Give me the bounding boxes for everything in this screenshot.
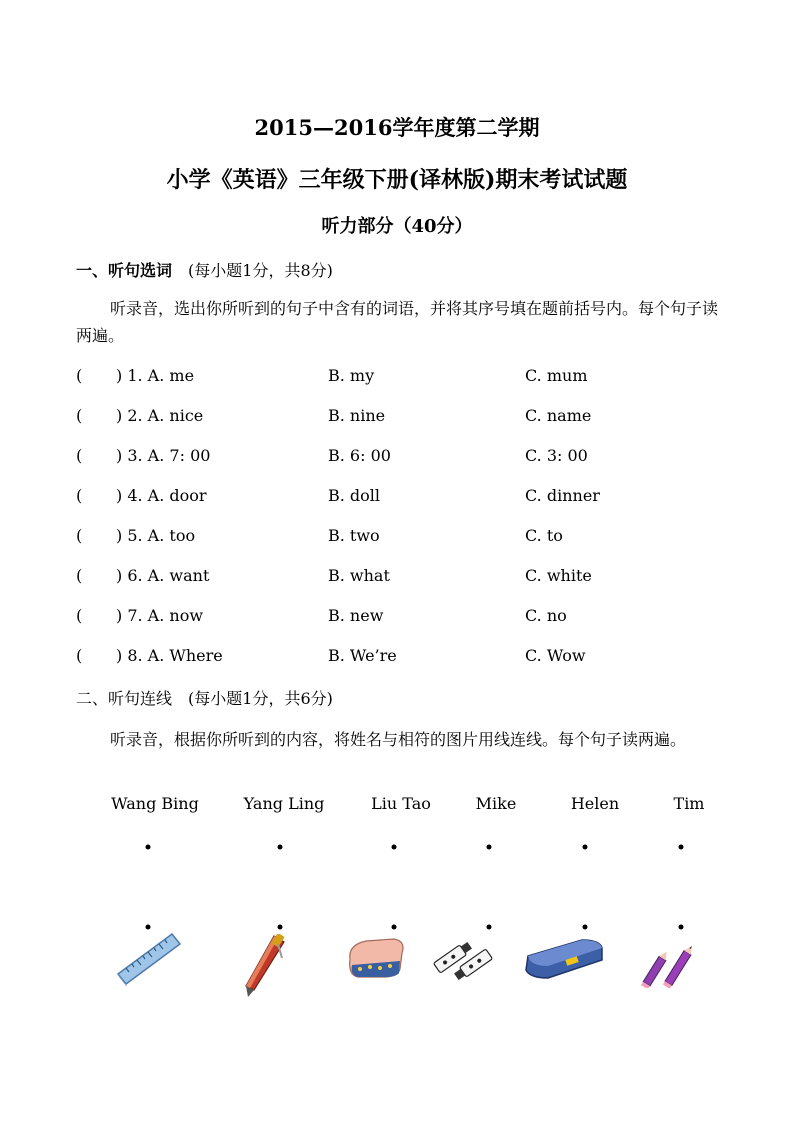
option-b: B. two — [328, 526, 380, 545]
question-number-option-a: ) 8. A. Where — [116, 646, 223, 665]
name-dot-4[interactable] — [487, 845, 492, 850]
question-row — [76, 446, 726, 468]
option-c: C. Wow — [525, 646, 586, 665]
question-number-option-a: ) 2. A. nice — [116, 406, 204, 425]
option-b: B. what — [328, 566, 390, 585]
section2-instruction: 听录音，根据你所听到的内容，将姓名与相符的图片用线连线。每个句子读两遍。 — [110, 730, 687, 749]
answer-bracket-open[interactable]: ( — [76, 606, 83, 625]
option-c: C. to — [525, 526, 563, 545]
option-b: B. my — [328, 366, 375, 385]
name-dot-1[interactable] — [146, 845, 151, 850]
section2-title: 二、听句连线 — [76, 689, 173, 708]
question-row — [76, 566, 726, 588]
option-c: C. dinner — [525, 486, 600, 505]
name-wang-bing: Wang Bing — [111, 794, 199, 813]
picture-dot-6[interactable] — [679, 925, 684, 930]
answer-bracket-open[interactable]: ( — [76, 366, 83, 385]
markers-icon — [430, 933, 496, 985]
question-number-option-a: ) 6. A. want — [116, 566, 210, 585]
section1-heading — [76, 258, 333, 281]
option-b: B. new — [328, 606, 384, 625]
question-row — [76, 366, 726, 388]
name-mike: Mike — [475, 794, 517, 813]
name-dot-6[interactable] — [679, 845, 684, 850]
page-title-year: 2015—2016学年度第二学期 — [254, 115, 540, 140]
question-row — [76, 606, 726, 628]
name-dot-5[interactable] — [583, 845, 588, 850]
option-b: B. We’re — [328, 646, 397, 665]
answer-bracket-open[interactable]: ( — [76, 646, 83, 665]
answer-bracket-open[interactable]: ( — [76, 446, 83, 465]
option-b: B. doll — [328, 486, 381, 505]
section2-score-note: (每小题1分，共6分) — [188, 689, 333, 708]
question-number-option-a: ) 1. A. me — [116, 366, 195, 385]
section1-instruction: 听录音，选出你所听到的句子中含有的词语，并将其序号填在题前括号内。每个句子读两遍。 — [76, 299, 719, 345]
question-number-option-a: ) 4. A. door — [116, 486, 207, 505]
answer-bracket-open[interactable]: ( — [76, 526, 83, 545]
crayons-icon — [634, 932, 704, 988]
name-dot-3[interactable] — [392, 845, 397, 850]
question-row — [76, 406, 726, 428]
name-liu-tao: Liu Tao — [371, 794, 431, 813]
answer-bracket-open[interactable]: ( — [76, 486, 83, 505]
picture-dot-3[interactable] — [392, 925, 397, 930]
option-c: C. white — [525, 566, 592, 585]
pen-icon — [240, 934, 290, 998]
question-number-option-a: ) 7. A. now — [116, 606, 204, 625]
pencil-case-icon — [522, 934, 606, 982]
option-c: C. no — [525, 606, 567, 625]
question-number-option-a: ) 5. A. too — [116, 526, 196, 545]
section2-heading — [76, 686, 333, 709]
name-helen: Helen — [570, 794, 620, 813]
option-c: C. name — [525, 406, 592, 425]
name-tim: Tim — [673, 794, 705, 813]
option-c: C. mum — [525, 366, 588, 385]
section1-title: 一、听句选词 — [76, 261, 173, 280]
part-title: 听力部分（40分） — [321, 216, 473, 237]
option-b: B. 6: 00 — [328, 446, 391, 465]
question-row — [76, 486, 726, 508]
name-dot-2[interactable] — [278, 845, 283, 850]
question-number-option-a: ) 3. A. 7: 00 — [116, 446, 211, 465]
option-b: B. nine — [328, 406, 386, 425]
eraser-icon — [344, 935, 410, 981]
option-c: C. 3: 00 — [525, 446, 588, 465]
picture-dot-2[interactable] — [278, 925, 283, 930]
section1-score-note: (每小题1分，共8分) — [188, 261, 333, 280]
ruler-icon — [114, 930, 184, 988]
name-yang-ling: Yang Ling — [243, 794, 325, 813]
answer-bracket-open[interactable]: ( — [76, 566, 83, 585]
question-row — [76, 646, 726, 668]
answer-bracket-open[interactable]: ( — [76, 406, 83, 425]
page-title-exam: 小学《英语》三年级下册(译林版)期末考试试题 — [166, 167, 628, 193]
picture-dot-4[interactable] — [487, 925, 492, 930]
picture-dot-1[interactable] — [146, 925, 151, 930]
question-row — [76, 526, 726, 548]
picture-dot-5[interactable] — [583, 925, 588, 930]
